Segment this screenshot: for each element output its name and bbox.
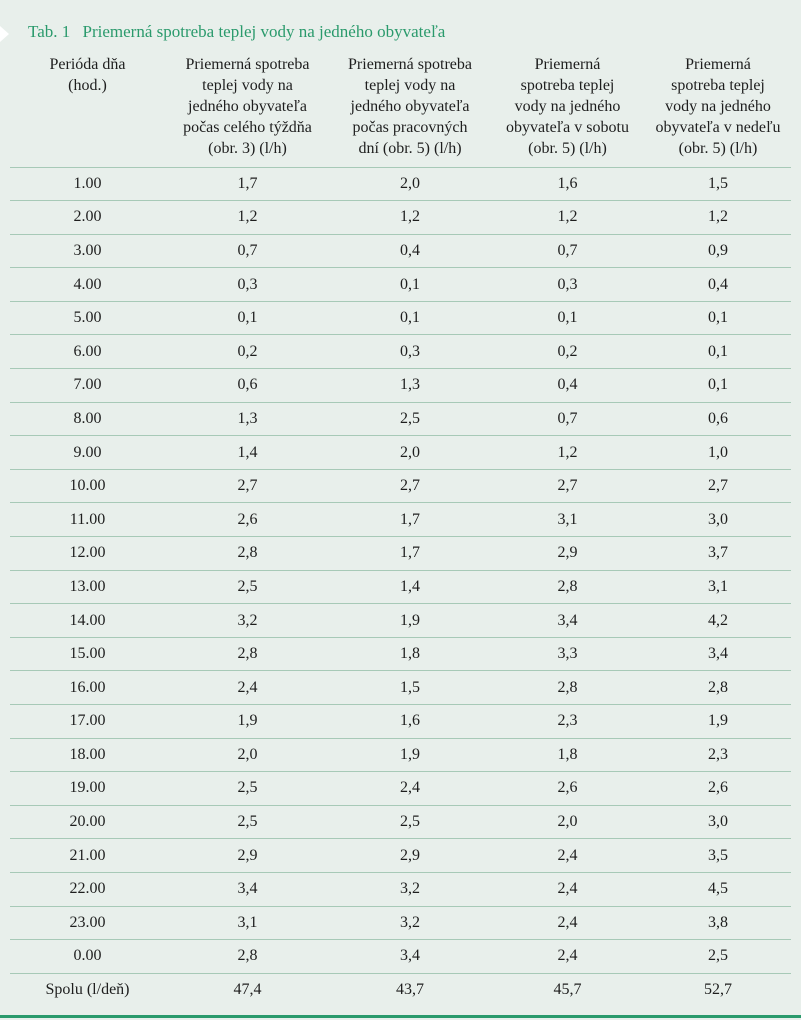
cell-sunday: 0,6 [645,402,791,436]
table-row [10,167,791,201]
cell-sunday: 4,5 [645,872,791,906]
cell-saturday: 2,0 [490,805,645,839]
cell-sunday: 3,7 [645,537,791,571]
cell-sunday: 2,3 [645,738,791,772]
cell-workdays: 0,3 [330,335,490,369]
cell-saturday: 1,6 [490,167,645,201]
cell-workdays: 1,3 [330,369,490,403]
cell-workdays: 1,6 [330,705,490,739]
cell-period: 6.00 [10,335,165,369]
cell-period: 9.00 [10,436,165,470]
cell-period: 17.00 [10,705,165,739]
cell-week: 3,1 [165,906,330,940]
cell-workdays: 1,8 [330,637,490,671]
cell-sunday: 2,7 [645,469,791,503]
cell-period: 14.00 [10,604,165,638]
cell-week: 0,7 [165,234,330,268]
cell-period: 16.00 [10,671,165,705]
table-row [10,772,791,806]
cell-saturday: 2,8 [490,570,645,604]
cell-period: 8.00 [10,402,165,436]
cell-week: 2,9 [165,839,330,873]
cell-sunday: 3,8 [645,906,791,940]
cell-saturday: 0,3 [490,268,645,302]
cell-saturday: 1,8 [490,738,645,772]
corner-marker [0,26,9,42]
table-row [10,201,791,235]
cell-period: 20.00 [10,805,165,839]
table-row [10,335,791,369]
table-row [10,301,791,335]
cell-sunday: 0,1 [645,369,791,403]
cell-workdays: 1,7 [330,503,490,537]
cell-week: 2,5 [165,805,330,839]
cell-saturday: 2,4 [490,906,645,940]
cell-week: 2,8 [165,637,330,671]
table-row [10,671,791,705]
cell-workdays: 2,5 [330,402,490,436]
table-row [10,940,791,974]
table-row [10,402,791,436]
cell-saturday: 0,7 [490,234,645,268]
cell-week: 2,8 [165,940,330,974]
cell-saturday: 3,1 [490,503,645,537]
cell-saturday: 2,4 [490,839,645,873]
table-row [10,604,791,638]
cell-period: 3.00 [10,234,165,268]
cell-week: 1,3 [165,402,330,436]
cell-week: 0,1 [165,301,330,335]
cell-period: 13.00 [10,570,165,604]
cell-sunday: 3,0 [645,805,791,839]
table-row [10,234,791,268]
cell-workdays: 2,9 [330,839,490,873]
total-week: 47,4 [165,973,330,1007]
cell-workdays: 2,7 [330,469,490,503]
header-saturday: Priemerná spotreba teplej vody na jedného obyvateľa v sobotu (obr. 5) (l/h) [506,56,629,157]
cell-saturday: 3,4 [490,604,645,638]
cell-week: 2,6 [165,503,330,537]
cell-saturday: 2,4 [490,940,645,974]
cell-workdays: 1,4 [330,570,490,604]
table-row [10,570,791,604]
bottom-rule [0,1015,801,1018]
cell-saturday: 0,1 [490,301,645,335]
cell-sunday: 2,8 [645,671,791,705]
cell-saturday: 0,7 [490,402,645,436]
cell-week: 0,3 [165,268,330,302]
cell-week: 2,7 [165,469,330,503]
total-sunday: 52,7 [645,973,791,1007]
cell-saturday: 0,2 [490,335,645,369]
cell-period: 0.00 [10,940,165,974]
total-saturday: 45,7 [490,973,645,1007]
caption-title: Priemerná spotreba teplej vody na jedného obyvateľa [82,22,446,41]
cell-workdays: 1,5 [330,671,490,705]
cell-sunday: 1,2 [645,201,791,235]
cell-saturday: 2,4 [490,872,645,906]
table-row [10,637,791,671]
table-caption [28,22,445,42]
cell-week: 3,2 [165,604,330,638]
cell-period: 7.00 [10,369,165,403]
cell-workdays: 2,4 [330,772,490,806]
cell-period: 11.00 [10,503,165,537]
table-row [10,537,791,571]
cell-workdays: 0,4 [330,234,490,268]
cell-workdays: 1,7 [330,537,490,571]
cell-sunday: 0,1 [645,301,791,335]
cell-week: 3,4 [165,872,330,906]
cell-workdays: 1,2 [330,201,490,235]
table-row [10,268,791,302]
cell-period: 15.00 [10,637,165,671]
cell-workdays: 0,1 [330,301,490,335]
table-row [10,469,791,503]
cell-workdays: 2,0 [330,167,490,201]
header-workdays: Priemerná spotreba teplej vody na jedného obyvateľa počas pracovných dní (obr. 5) (l/h) [348,56,472,157]
caption-number: Tab. 1 [28,22,71,41]
cell-week: 1,7 [165,167,330,201]
cell-period: 18.00 [10,738,165,772]
cell-week: 1,4 [165,436,330,470]
total-workdays: 43,7 [330,973,490,1007]
table-row [10,805,791,839]
cell-workdays: 3,4 [330,940,490,974]
cell-sunday: 3,4 [645,637,791,671]
cell-saturday: 2,9 [490,537,645,571]
cell-workdays: 3,2 [330,906,490,940]
cell-workdays: 1,9 [330,604,490,638]
cell-sunday: 3,5 [645,839,791,873]
cell-week: 2,8 [165,537,330,571]
cell-sunday: 1,5 [645,167,791,201]
cell-period: 21.00 [10,839,165,873]
cell-week: 2,5 [165,570,330,604]
cell-week: 2,4 [165,671,330,705]
cell-week: 1,2 [165,201,330,235]
header-sunday: Priemerná spotreba teplej vody na jedného obyvateľa v nedeľu (obr. 5) (l/h) [655,56,781,157]
cell-workdays: 3,2 [330,872,490,906]
cell-saturday: 2,3 [490,705,645,739]
cell-saturday: 0,4 [490,369,645,403]
cell-week: 2,5 [165,772,330,806]
cell-sunday: 3,0 [645,503,791,537]
cell-workdays: 1,9 [330,738,490,772]
header-row [10,54,791,167]
cell-period: 12.00 [10,537,165,571]
cell-period: 22.00 [10,872,165,906]
cell-sunday: 2,5 [645,940,791,974]
cell-saturday: 2,8 [490,671,645,705]
cell-saturday: 1,2 [490,201,645,235]
cell-week: 2,0 [165,738,330,772]
header-period: Perióda dňa (hod.) [49,56,126,94]
cell-period: 5.00 [10,301,165,335]
table-row [10,503,791,537]
cell-sunday: 0,9 [645,234,791,268]
cell-sunday: 1,0 [645,436,791,470]
cell-sunday: 1,9 [645,705,791,739]
cell-saturday: 1,2 [490,436,645,470]
cell-period: 10.00 [10,469,165,503]
cell-period: 23.00 [10,906,165,940]
cell-period: 2.00 [10,201,165,235]
cell-week: 1,9 [165,705,330,739]
cell-week: 0,2 [165,335,330,369]
cell-sunday: 0,1 [645,335,791,369]
cell-week: 0,6 [165,369,330,403]
cell-saturday: 3,3 [490,637,645,671]
cell-sunday: 4,2 [645,604,791,638]
table-row [10,839,791,873]
table-row [10,436,791,470]
table-body [10,167,791,1007]
cell-period: 4.00 [10,268,165,302]
cell-saturday: 2,7 [490,469,645,503]
table-row [10,738,791,772]
total-row [10,973,791,1007]
table-row [10,906,791,940]
cell-workdays: 2,5 [330,805,490,839]
cell-sunday: 2,6 [645,772,791,806]
cell-period: 19.00 [10,772,165,806]
total-label: Spolu (l/deň) [10,973,165,1007]
cell-period: 1.00 [10,167,165,201]
cell-sunday: 0,4 [645,268,791,302]
water-consumption-table [10,54,791,1007]
cell-sunday: 3,1 [645,570,791,604]
table-row [10,872,791,906]
table-row [10,369,791,403]
cell-workdays: 2,0 [330,436,490,470]
cell-workdays: 0,1 [330,268,490,302]
cell-saturday: 2,6 [490,772,645,806]
header-week: Priemerná spotreba teplej vody na jedného obyvateľa počas celého týždňa (obr. 3) (l/h) [183,56,312,157]
table-row [10,705,791,739]
